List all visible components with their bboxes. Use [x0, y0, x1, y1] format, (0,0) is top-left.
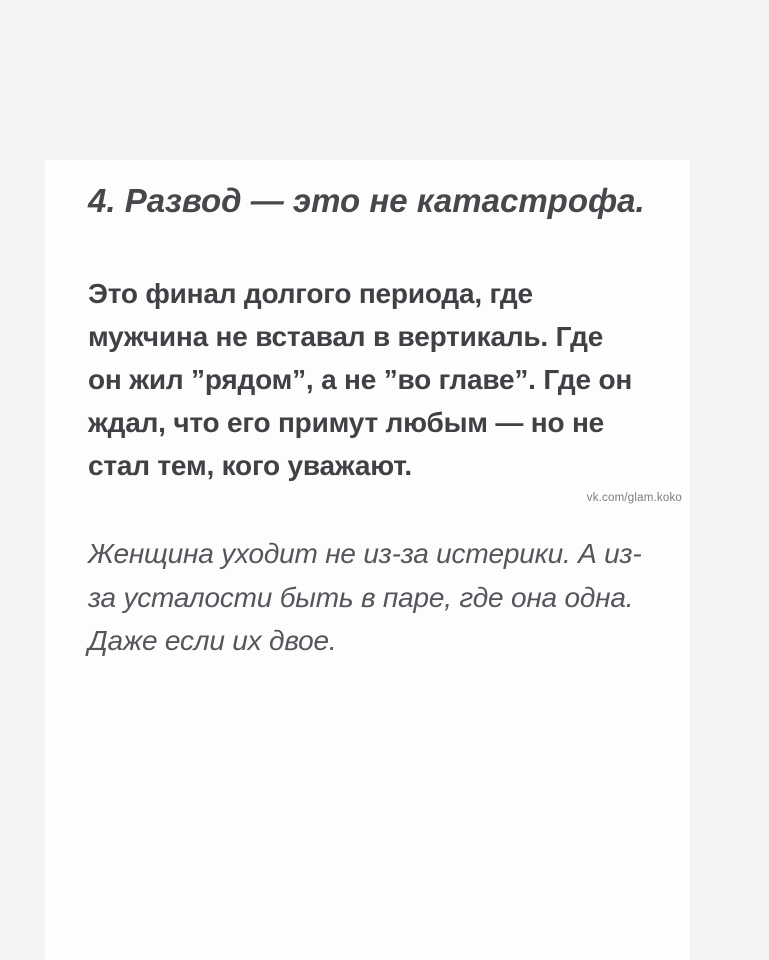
quote-line: Даже если их двое.	[88, 625, 337, 656]
content-card	[45, 160, 690, 960]
body-line: мужчина не вставал в вертикаль. Где	[88, 321, 604, 352]
slide-title: 4. Развод — это не катастрофа.	[88, 182, 645, 219]
watermark-link: vk.com/glam.koko	[586, 492, 682, 504]
body-line: Это финал долгого периода, где	[88, 278, 533, 309]
quote-line: за усталости быть в паре, где она одна.	[88, 581, 634, 613]
body-paragraph	[88, 272, 673, 487]
body-line: ждал, что его примут любым — но не	[88, 407, 605, 438]
body-line: он жил ”рядом”, а не ”во главе”. Где он	[88, 364, 633, 395]
body-line: стал тем, кого уважают.	[88, 450, 412, 481]
quote-paragraph	[88, 532, 678, 663]
quote-line: Женщина уходит не из-за истерики. А из-	[88, 538, 642, 569]
